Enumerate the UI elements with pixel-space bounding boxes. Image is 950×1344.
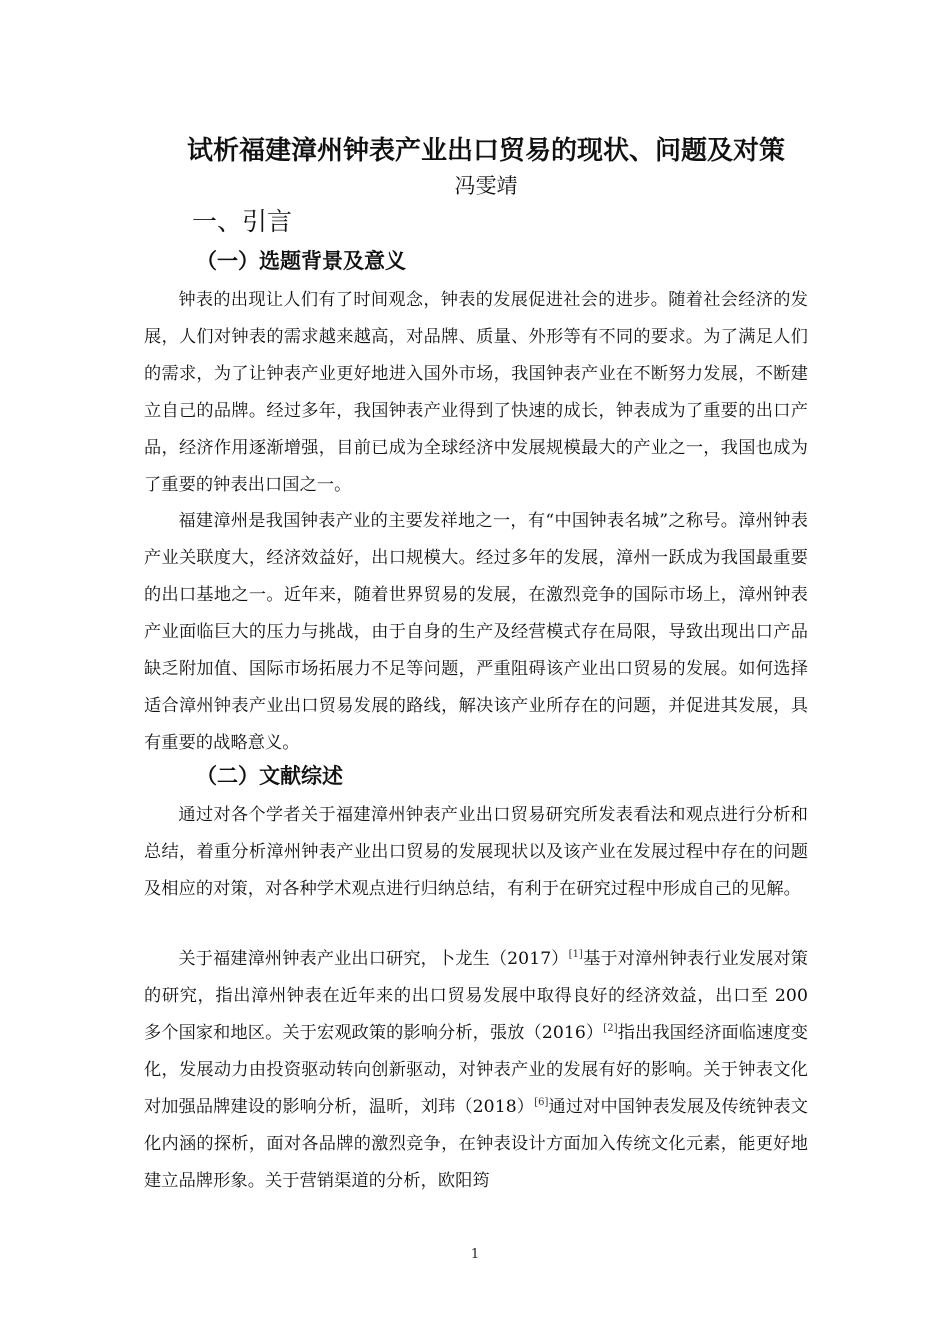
citation-marker[interactable]: [2] — [603, 1023, 618, 1034]
paragraph-text-segment: 关于福建漳州钟表产业出口研究，卜龙生（2017） — [178, 949, 569, 969]
page-number: 1 — [470, 1247, 480, 1262]
paragraph-literature-1: 通过对各个学者关于福建漳州钟表产业出口贸易研究所发表看法和观点进行分析和总结，着重分析漳州钟表产业出口贸易的发展现状以及该产业在发展过程中存在的问题及相应的对策，对各种学术观点进行归纳总结，有利于在研究过程中形成自己的见解。 — [144, 805, 808, 899]
paragraph-text-segment: 指出我国经济面临速度变化，发展动力由投资驱动转向创新驱动，对钟表产业的发展有好的影响。关于钟表文化对加强品牌建设的影响分析，温昕，刘玮（2018） — [144, 1023, 808, 1117]
section-heading-introduction: 一、引言 — [192, 207, 293, 236]
paragraph-background-1: 钟表的出现让人们有了时间观念，钟表的发展促进社会的进步。随着社会经济的发展，人们对钟表的需求越来越高，对品牌、质量、外形等有不同的要求。为了满足人们的需求，为了让钟表产业更好地进入国外市场，我国钟表产业在不断努力发展，不断建立自己的品牌。经过多年，我国钟表产业得到了快速的成长，钟表成为了重要的出口产品，经济作用逐渐增强，目前已成为全球经济中发展规模最大的产业之一，我国也成为了重要的钟表出口国之一。 — [144, 290, 808, 495]
paragraph-text-segment: 通过对中国钟表发展及传统钟表文化内涵的探析，面对各品牌的激烈竞争，在钟表设计方面加入传统文化元素，能更好地建立品牌形象。关于营销渠道的分析，欧阳筠 — [144, 1097, 808, 1191]
paragraph-literature-2 — [144, 941, 808, 1200]
author-name: 冯雯靖 — [454, 174, 518, 198]
citation-marker[interactable]: [1] — [568, 949, 584, 960]
citation-marker[interactable]: [6] — [534, 1097, 549, 1108]
paper-title: 试析福建漳州钟表产业出口贸易的现状、问题及对策 — [186, 136, 785, 166]
paragraph-background-2: 福建漳州是我国钟表产业的主要发祥地之一，有“中国钟表名城”之称号。漳州钟表产业关联度大，经济效益好，出口规模大。经过多年的发展，漳州一跃成为我国最重要的出口基地之一。近年来，随着世界贸易的发展，在激烈竞争的国际市场上，漳州钟表产业面临巨大的压力与挑战，由于自身的生产及经营模式存在局限，导致出现出口产品缺乏附加值、国际市场拓展力不足等问题，严重阻碍该产业出口贸易的发展。如何选择适合漳州钟表产业出口贸易发展的路线，解决该产业所存在的问题，并促进其发展，具有重要的战略意义。 — [144, 511, 808, 753]
subsection-heading-background: （一）选题背景及意义 — [196, 249, 406, 273]
paragraph-text-segment: 基于对漳州钟表行业发展对策的研究，指出漳州钟表在近年来的出口贸易发展中取得良好的经济效益，出口至 200 多个国家和地区。关于宏观政策的影响分析，張放（2016） — [144, 949, 808, 1043]
subsection-heading-literature-review: （二）文献综述 — [196, 764, 343, 788]
